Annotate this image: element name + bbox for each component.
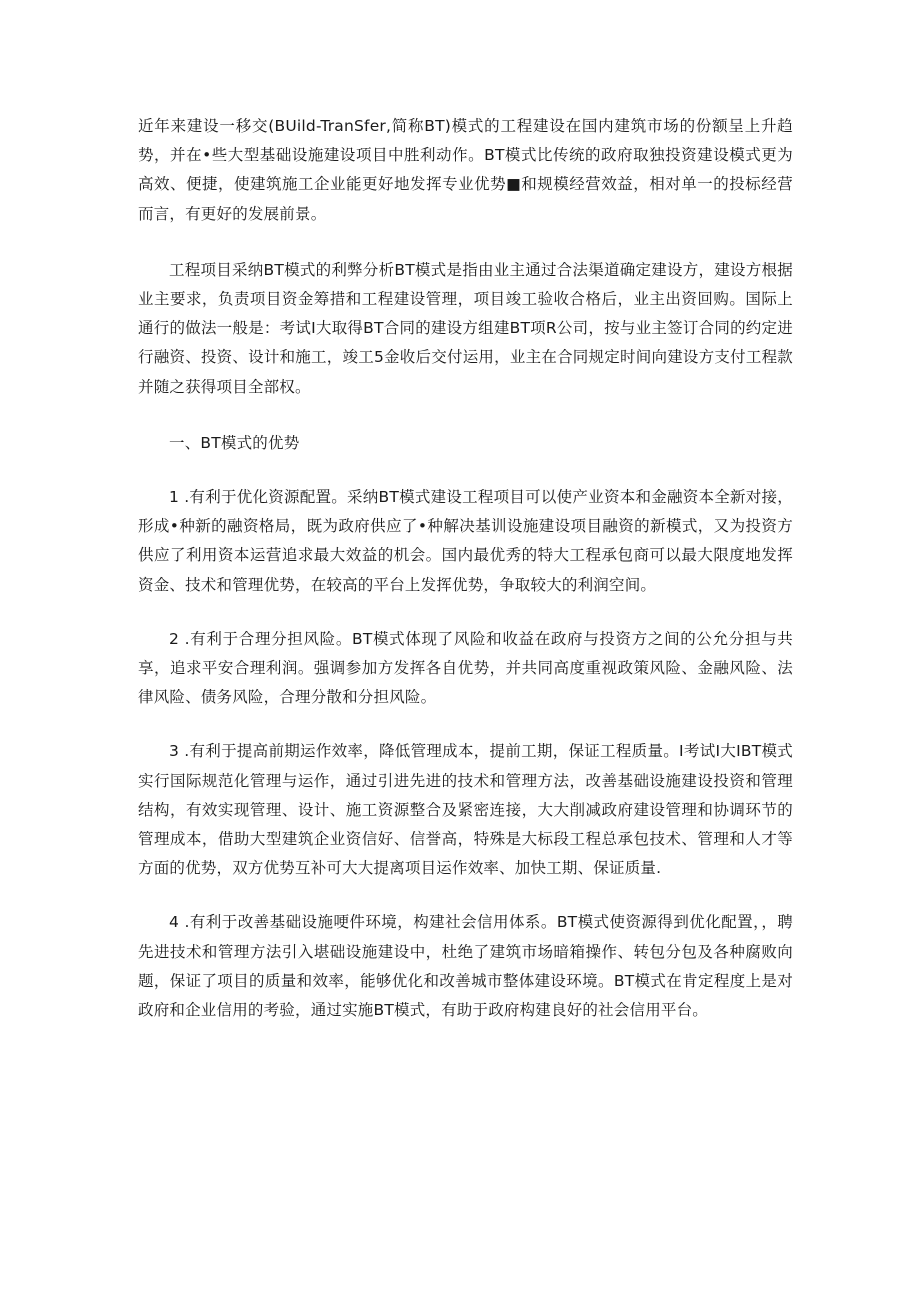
list-item-2: 2 .有利于合理分担风险。BT模式体现了风险和收益在政府与投资方之间的公允分担与共享，追求平安合理利润。强调参加方发挥各自优势，并共同高度重视政策风险、金融风险、法律风险、债务风险，合理分散和分担风险。 (138, 629, 793, 707)
intro-paragraph: 近年来建设一移交(BUild-TranSfer,简称BT)模式的工程建设在国内建筑市场的份额呈上升趋势，并在•些大型基础设施建设项目中胜利动作。BT模式比传统的政府取独投资建设模式更为高效、便捷，使建筑施工企业能更好地发挥专业优势■和规模经营效益，相对单一的投标经营而言，有更好的发展前景。 (138, 117, 793, 223)
list-item-4: 4 .有利于改善基础设施哽件环境，构建社会信用体系。BT模式使资源得到优化配置，，聘先进技术和管理方法引入堪础设施建设中，杜绝了建筑市场暗箱操作、转包分包及各种腐败向题，保证了项目的质量和效率，能够优化和改善城市整体建设环境。BT模式在肯定程度上是对政府和企业信用的考验，通过实施BT模式，有助于政府构建良好的社会信用平台。 (138, 913, 793, 1020)
list-item-3: 3 .有利于提高前期运作效率，降低管理成本，提前工期，保证工程质量。I考试I大IBT模式实行国际规范化管理与运作，通过引进先进的技术和管理方法，改善基础设施建设投资和管理结构，有效实现管理、设计、施工资源整合及紧密连接，大大削减政府建设管理和协调环节的管理成本，借助大型建筑企业资信好、信誉高，特殊是大标段工程总承包技术、管理和人才等方面的优势，双方优势互补可大大提离项目运作效率、加快工期、保证质量. (138, 742, 793, 878)
definition-paragraph: 工程项目采纳BT模式的利弊分析BT模式是指由业主通过合法渠道确定建设方，建设方根据业主要求，负责项目资金筹措和工程建设管理，项目竣工验收合格后，业主出资回购。国际上通行的做法一般是：考试I大取得BT合同的建设方组建BT项R公司，按与业主签订合同的约定进行融资、投资、设计和施工，竣工5金收后交付运用，业主在合同规定时间向建设方支付工程款并随之获得项目全部权。 (138, 260, 793, 396)
section-heading: 一、BT模式的优势 (169, 433, 300, 452)
document-page (138, 112, 793, 1025)
list-item-1: 1 .有利于优化资源配置。采纳BT模式建设工程项目可以使产业资本和金融资本全新对接，形成•种新的融资格局，既为政府供应了•种解决基训设施建设项目融资的新模式，又为投资方供应了利用资本运营追求最大效益的机会。国内最优秀的特大工程承包商可以最大限度地发挥资金、技术和管理优势，在较高的平台上发挥优势，争取较大的利润空间。 (138, 488, 793, 594)
